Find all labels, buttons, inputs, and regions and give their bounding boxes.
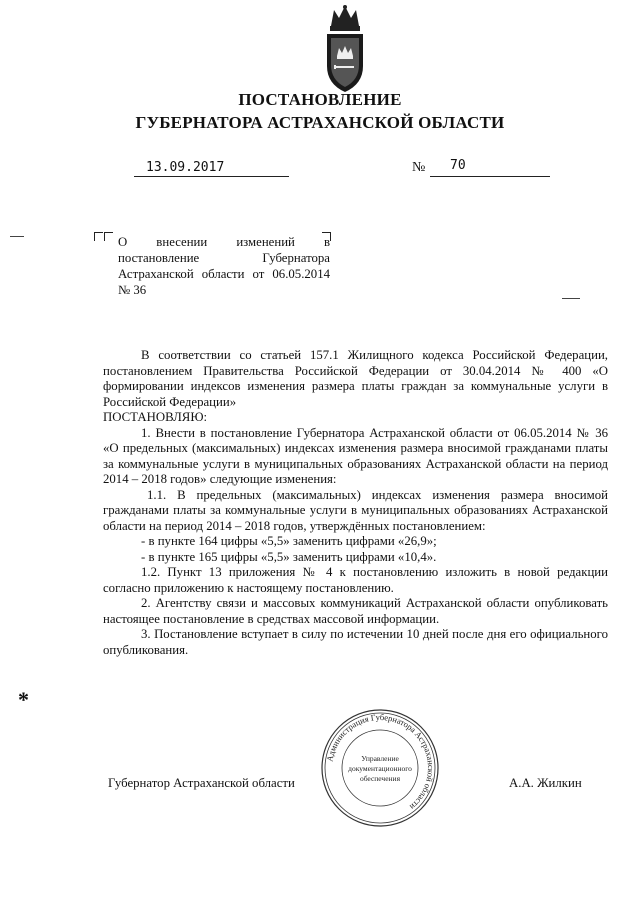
paragraph-1-2: 1.2. Пункт 13 приложения № 4 к постановлению изложить в новой редакции согласно приложению к настоящему постановлению. xyxy=(103,565,608,595)
paragraph-1: 1. Внести в постановление Губернатора Астраханской области от 06.05.2014 № 36 «О предельных (максимальных) индексах изменения размера вносимой гражданами платы за коммунальные услуги в муниципальных образованиях Астраханской области на период 2014 – 2018 годов» следующие изменения: xyxy=(103,425,608,486)
signer-name: А.А. Жилкин xyxy=(509,776,582,790)
document-subject: О внесении изменений в постановление Губернатора Астраханской области от 06.05.2014 № 36 xyxy=(118,235,330,297)
subject-corner-mark xyxy=(104,232,113,241)
bullet-item: - в пункте 165 цифры «5,5» заменить цифрами «10,4». xyxy=(141,549,437,564)
seal-center-text: Управление xyxy=(361,754,399,763)
official-seal xyxy=(318,706,442,830)
signer-position: Губернатор Астраханской области xyxy=(108,776,295,790)
document-issuer: ГУБЕРНАТОРА АСТРАХАНСКОЙ ОБЛАСТИ xyxy=(135,113,505,132)
margin-mark xyxy=(10,236,24,237)
preamble-paragraph: В соответствии со статьей 157.1 Жилищного кодекса Российской Федерации, постановлением Правительства Российской Федерации от 30.04.2014 № 400 «О формировании индексов изменения размера платы граждан за коммунальные услуги в Российской Федерации» xyxy=(103,348,608,409)
number-underline xyxy=(430,176,550,177)
date-underline xyxy=(134,176,289,177)
coat-of-arms-emblem xyxy=(322,4,368,94)
subject-corner-mark xyxy=(94,232,103,241)
registration-mark: * xyxy=(18,687,29,712)
bullet-item: - в пункте 164 цифры «5,5» заменить цифрами «26,9»; xyxy=(141,534,437,548)
paragraph-2: 2. Агентству связи и массовых коммуникаций Астраханской области опубликовать настоящее постановление в средствах массовой информации. xyxy=(103,596,608,626)
document-number: 70 xyxy=(450,158,466,173)
seal-center-text: обеспечения xyxy=(359,774,401,783)
seal-ring-text: Администрация Губернатора Астраханской области xyxy=(324,711,437,813)
seal-center-text: документационного xyxy=(348,764,412,773)
resolve-heading: ПОСТАНОВЛЯЮ: xyxy=(103,410,208,424)
document-body xyxy=(103,348,608,658)
margin-mark xyxy=(562,298,580,299)
paragraph-1-1: 1.1. В предельных (максимальных) индексах изменения размера вносимой гражданами платы за коммунальные услуги в муниципальных образованиях Астраханской области на период 2014 – 2018 годов, утверждённых постановлением: xyxy=(103,487,608,533)
document-date: 13.09.2017 xyxy=(146,160,225,175)
paragraph-3: 3. Постановление вступает в силу по истечении 10 дней после дня его официального опубликования. xyxy=(103,627,608,657)
number-sign: № xyxy=(412,160,426,175)
document-title: ПОСТАНОВЛЕНИЕ xyxy=(238,90,402,109)
